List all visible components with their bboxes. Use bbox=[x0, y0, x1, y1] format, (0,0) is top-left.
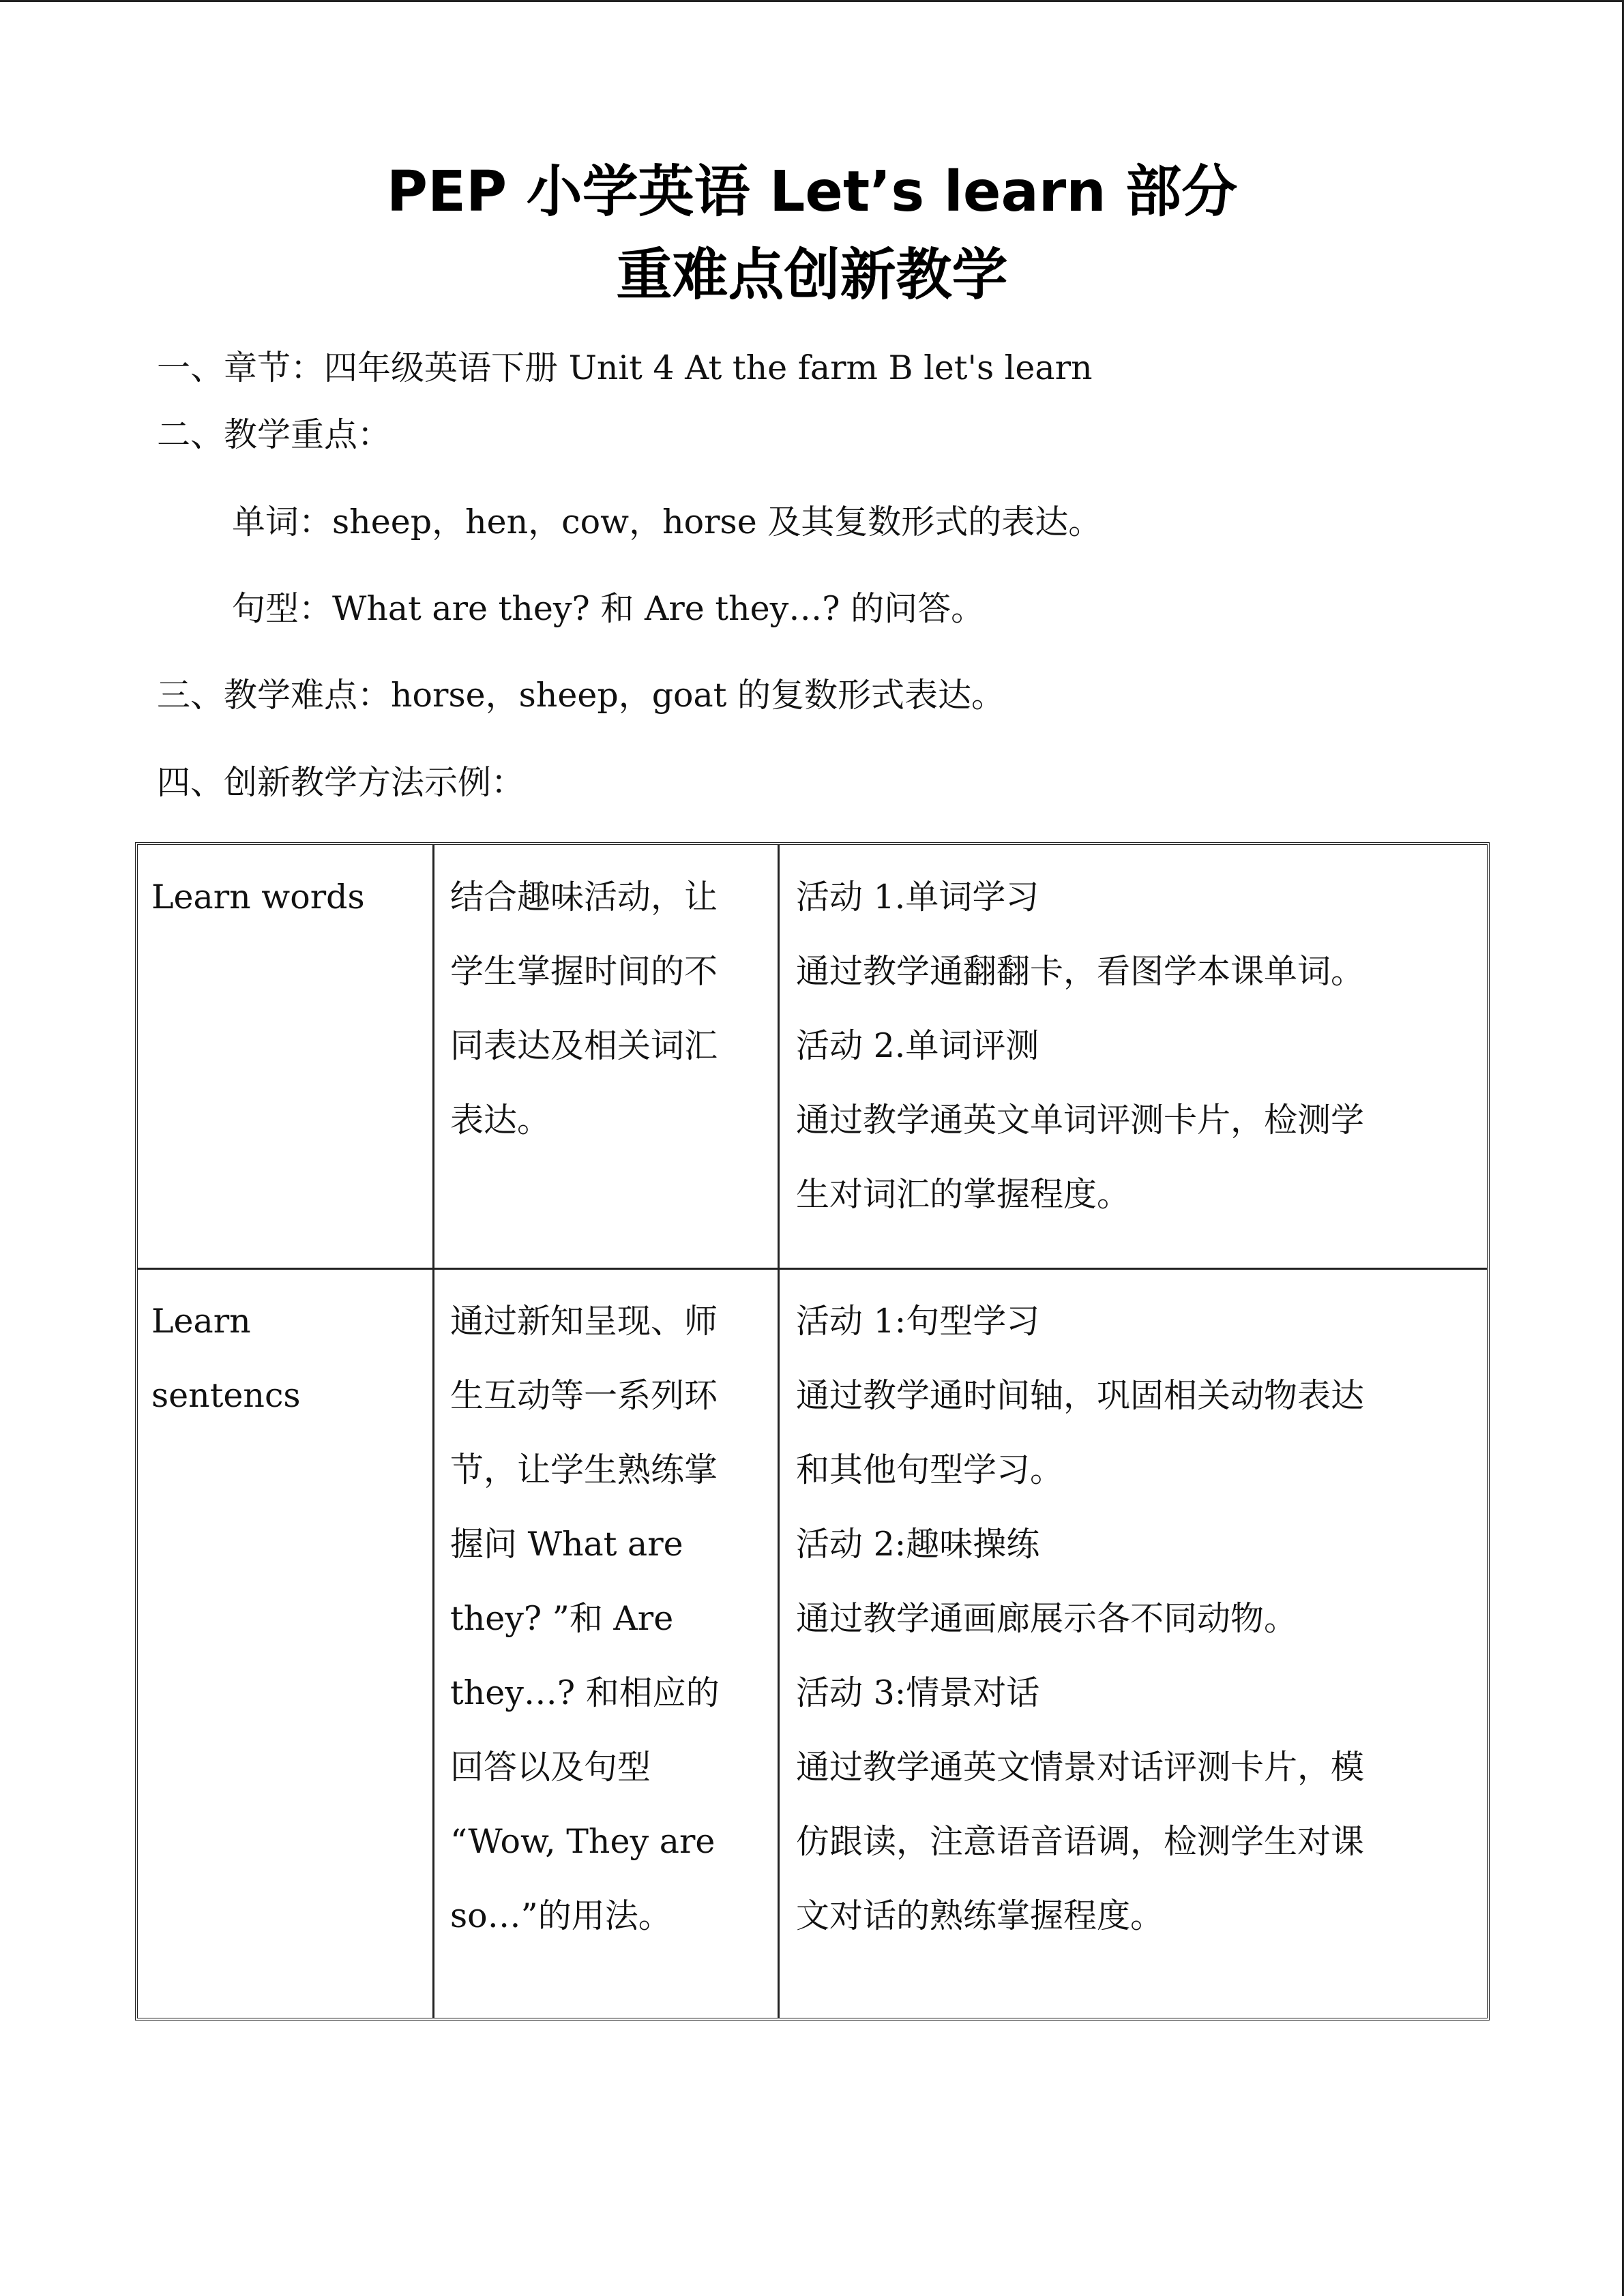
cell-line: so…”的用法。 bbox=[450, 1896, 672, 1935]
cell-line: 通过教学通英文单词评测卡片，检测学 bbox=[796, 1101, 1365, 1139]
cell-line: 文对话的熟练掌握程度。 bbox=[796, 1896, 1164, 1935]
table-cell-activities bbox=[796, 1284, 1478, 1953]
row-divider bbox=[138, 1268, 1487, 1270]
title-line-2: 重难点创新教学 bbox=[616, 243, 1008, 308]
column-divider bbox=[432, 845, 434, 2018]
methods-table bbox=[135, 842, 1490, 2021]
cell-line: Learn bbox=[151, 1302, 251, 1341]
cell-line: 表达。 bbox=[450, 1101, 551, 1139]
cell-line: 活动 2.单词评测 bbox=[796, 1026, 1039, 1065]
cell-line: 生互动等一系列环 bbox=[450, 1376, 718, 1415]
cell-line: sentencs bbox=[151, 1376, 301, 1415]
cell-line: 通过教学通画廊展示各不同动物。 bbox=[796, 1599, 1298, 1638]
title-line-1: PEP 小学英语 Let’s learn 部分 bbox=[386, 160, 1238, 224]
table-cell-topic bbox=[151, 1284, 424, 1433]
cell-line: 和其他句型学习。 bbox=[796, 1450, 1064, 1489]
cell-line: 通过教学通英文情景对话评测卡片，模 bbox=[796, 1748, 1365, 1787]
section-methods-heading: 四、创新教学方法示例： bbox=[157, 763, 525, 802]
cell-line: 活动 1.单词学习 bbox=[796, 878, 1039, 916]
cell-line: they…? 和相应的 bbox=[450, 1673, 720, 1712]
cell-line: they? ”和 Are bbox=[450, 1599, 674, 1638]
cell-line: 活动 1:句型学习 bbox=[796, 1302, 1040, 1341]
table-cell-goal bbox=[450, 860, 778, 1157]
cell-line: “Wow, They are bbox=[450, 1822, 715, 1861]
cell-line: 同表达及相关词汇 bbox=[450, 1026, 718, 1065]
cell-line: Learn words bbox=[151, 878, 365, 916]
section-difficulties: 三、教学难点：horse，sheep，goat 的复数形式表达。 bbox=[157, 676, 1005, 715]
cell-line: 通过新知呈现、师 bbox=[450, 1302, 718, 1341]
key-point-sentences: 句型：What are they? 和 Are they…? 的问答。 bbox=[232, 589, 985, 628]
cell-line: 仿跟读，注意语音语调，检测学生对课 bbox=[796, 1822, 1365, 1861]
cell-line: 回答以及句型 bbox=[450, 1748, 651, 1787]
section-key-points-heading: 二、教学重点： bbox=[157, 415, 392, 454]
cell-line: 学生掌握时间的不 bbox=[450, 952, 718, 991]
cell-line: 通过教学通时间轴，巩固相关动物表达 bbox=[796, 1376, 1365, 1415]
table-cell-goal bbox=[450, 1284, 778, 1953]
cell-line: 活动 2:趣味操练 bbox=[796, 1525, 1040, 1564]
table-cell-activities bbox=[796, 860, 1478, 1232]
key-point-words: 单词：sheep，hen，cow，horse 及其复数形式的表达。 bbox=[232, 503, 1102, 541]
table-cell-topic bbox=[151, 860, 424, 934]
section-chapter: 一、章节：四年级英语下册 Unit 4 At the farm B let's learn bbox=[157, 348, 1093, 387]
cell-line: 通过教学通翻翻卡，看图学本课单词。 bbox=[796, 952, 1365, 991]
cell-line: 生对词汇的掌握程度。 bbox=[796, 1175, 1131, 1214]
cell-line: 活动 3:情景对话 bbox=[796, 1673, 1040, 1712]
cell-line: 节，让学生熟练掌 bbox=[450, 1450, 718, 1489]
column-divider bbox=[778, 845, 780, 2018]
cell-line: 握问 What are bbox=[450, 1525, 683, 1564]
cell-line: 结合趣味活动，让 bbox=[450, 878, 718, 916]
